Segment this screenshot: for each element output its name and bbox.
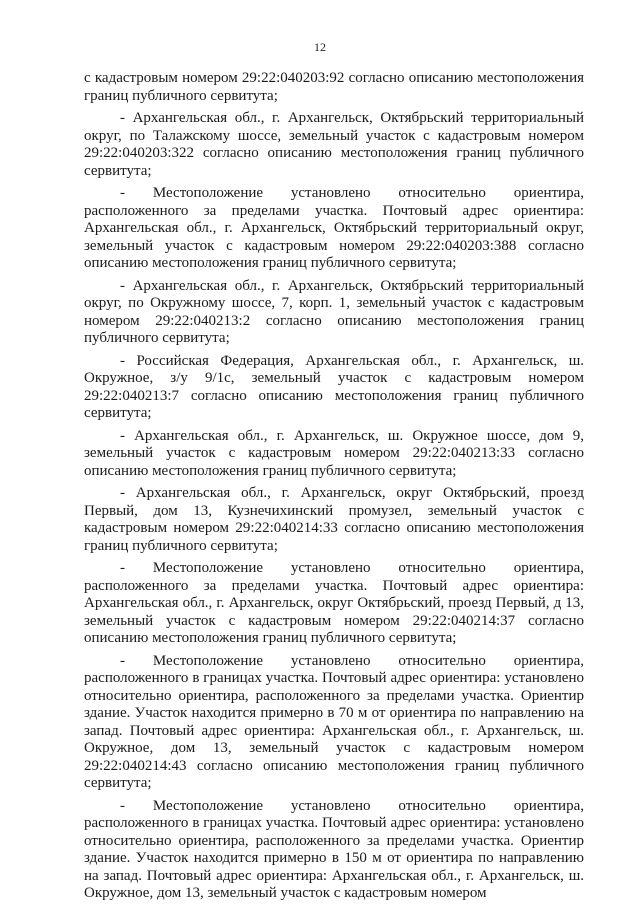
page-number: 12 bbox=[314, 40, 326, 54]
paragraph: - Архангельская обл., г. Архангельск, Октябрьский территориальный округ, по Окружному шоссе, 7, корп. 1, земельный участок с кадастровым номером 29:22:040213:2 согласно описанию местоположения границ публичного сервитута; bbox=[84, 277, 584, 346]
paragraph: - Местоположение установлено относительно ориентира, расположенного в границах участка. Почтовый адрес ориентира: установлено относительно ориентира, расположенного за пределами участка. Ориентир здание. Участок находится примерно в 150 м от ориентира по направлению на запад. Почтовый адрес ориентира: Архангельская обл., г. Архангельск, ш. Окружное, дом 13, земельный участок с кадастровым номером bbox=[84, 797, 584, 901]
paragraph: - Местоположение установлено относительно ориентира, расположенного в границах участка. Почтовый адрес ориентира: установлено относительно ориентира, расположенного за пределами участка. Ориентир здание. Участок находится примерно в 70 м от ориентира по направлению на запад. Почтовый адрес ориентира: Архангельская обл., г. Архангельск, ш. Окружное, дом 13, земельный участок с кадастровым номером 29:22:040214:43 согласно описанию местоположения границ публичного сервитута; bbox=[84, 652, 584, 791]
paragraph: - Местоположение установлено относительно ориентира, расположенного за пределами участка. Почтовый адрес ориентира: Архангельская обл., г. Архангельск, округ Октябрьский, проезд Первый, д 13, земельный участок с кадастровым номером 29:22:040214:37 согласно описанию местоположения границ публичного сервитута; bbox=[84, 560, 584, 646]
paragraph: - Российская Федерация, Архангельская обл., г. Архангельск, ш. Окружное, з/у 9/1с, земельный участок с кадастровым номером 29:22:040213:7 согласно описанию местоположения границ публичного сервитута; bbox=[84, 352, 584, 421]
document-body bbox=[84, 70, 584, 908]
paragraph: - Местоположение установлено относительно ориентира, расположенного за пределами участка. Почтовый адрес ориентира: Архангельская обл., г. Архангельск, Октябрьский территориальный округ, земельный участок с кадастровым номером 29:22:040203:388 согласно описанию местоположения границ публичного сервитута; bbox=[84, 185, 584, 271]
paragraph: с кадастровым номером 29:22:040203:92 согласно описанию местоположения границ публичного сервитута; bbox=[84, 70, 584, 104]
paragraph: - Архангельская обл., г. Архангельск, Октябрьский территориальный округ, по Талажскому шоссе, земельный участок с кадастровым номером 29:22:040203:322 согласно описанию местоположения границ публичного сервитута; bbox=[84, 110, 584, 179]
paragraph: - Архангельская обл., г. Архангельск, ш. Окружное шоссе, дом 9, земельный участок с кадастровым номером 29:22:040213:33 согласно описанию местоположения границ публичного сервитута; bbox=[84, 427, 584, 479]
paragraph: - Архангельская обл., г. Архангельск, округ Октябрьский, проезд Первый, дом 13, Кузнечихинский промузел, земельный участок с кадастровым номером 29:22:040214:33 согласно описанию местоположения границ публичного сервитута; bbox=[84, 485, 584, 554]
